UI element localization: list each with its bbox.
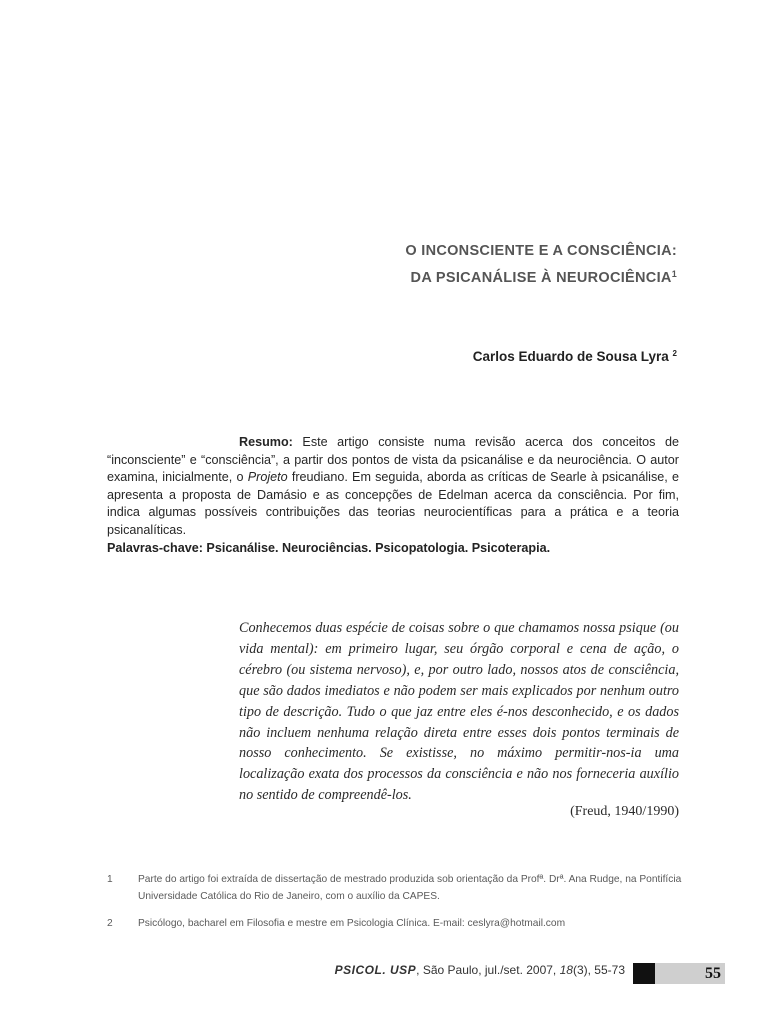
title-line-2 xyxy=(117,263,677,290)
author-footnote-mark: 2 xyxy=(672,349,677,358)
footer-details-prefix: , São Paulo, jul./set. 2007, xyxy=(416,963,560,977)
keywords: Palavras-chave: Psicanálise. Neurociências. Psicopatologia. Psicoterapia. xyxy=(107,541,551,555)
footnote-2 xyxy=(107,915,687,932)
title-footnote-mark: 1 xyxy=(671,269,677,279)
title-line-1: O INCONSCIENTE E A CONSCIÊNCIA: xyxy=(405,243,677,259)
author-name xyxy=(177,349,677,364)
page-number-box xyxy=(655,963,725,984)
journal-name: PSICOL. USP xyxy=(334,963,417,977)
abstract-text-1: Este artigo consiste numa revisão acerca dos conceitos de “inconsciente” e “consciência”, a partir dos pontos de vista da psicanálise e da neurociência. O autor examina, inicialmente, o xyxy=(107,435,679,484)
abstract-label: Resumo: xyxy=(239,435,293,449)
page-number: 55 xyxy=(705,965,721,982)
footnote-1 xyxy=(107,871,687,905)
abstract-paragraph xyxy=(107,434,679,539)
footer-details-suffix: (3), 55-73 xyxy=(572,963,625,977)
footnote-number: 2 xyxy=(107,918,113,929)
epigraph-quote: Conhecemos duas espécie de coisas sobre o que chamamos nossa psique (ou vida mental): em primeiro lugar, seu órgão corporal e cena de ação, o cérebro (ou sistema nervoso), e, por outro lado, nossos atos de consciência, que são dados imediatos e não podem ser mais explicados por nenhum outro tipo de descrição. Tudo o que jaz entre eles é-nos desconhecido, e os dados não incluem nenhuma relação direta entre esses dois pontos terminais de nosso conhecimento. Se existisse, no máximo permitir-nos-ia uma localização exata dos processos da consciência e não nos forneceria auxílio no sentido de compreendê-los. xyxy=(239,620,679,804)
footnote-text: Parte do artigo foi extraída de dissertação de mestrado produzida sob orientação da Profª. Drª. Ana Rudge, na Pontifícia Universidade Católica do Rio de Janeiro, com o auxílio da CAPES. xyxy=(138,874,682,902)
footer-volume: 18 xyxy=(559,963,573,977)
footnote-text: Psicólogo, bacharel em Filosofia e mestre em Psicologia Clínica. E-mail: ceslyra@hotmail.com xyxy=(138,918,566,929)
abstract xyxy=(107,434,679,539)
author-name-text: Carlos Eduardo de Sousa Lyra xyxy=(472,349,669,364)
abstract-italic-term: Projeto xyxy=(247,470,288,484)
footnote-number: 1 xyxy=(107,874,113,885)
epigraph-citation: (Freud, 1940/1990) xyxy=(570,804,679,819)
footer-black-block xyxy=(633,963,655,984)
journal-footer xyxy=(330,963,625,977)
title-line-2-text: DA PSICANÁLISE À NEUROCIÊNCIA xyxy=(410,270,672,286)
article-title xyxy=(117,240,677,290)
abstract-text-2: freudiano. Em seguida, aborda as críticas de Searle à psicanálise, e apresenta a proposta de Damásio e as concepções de Edelman acerca da consciência. Por fim, indica algumas possíveis contribuições das teorias neurocientíficas para a prática e a teoria psicanalíticas. xyxy=(107,470,679,537)
